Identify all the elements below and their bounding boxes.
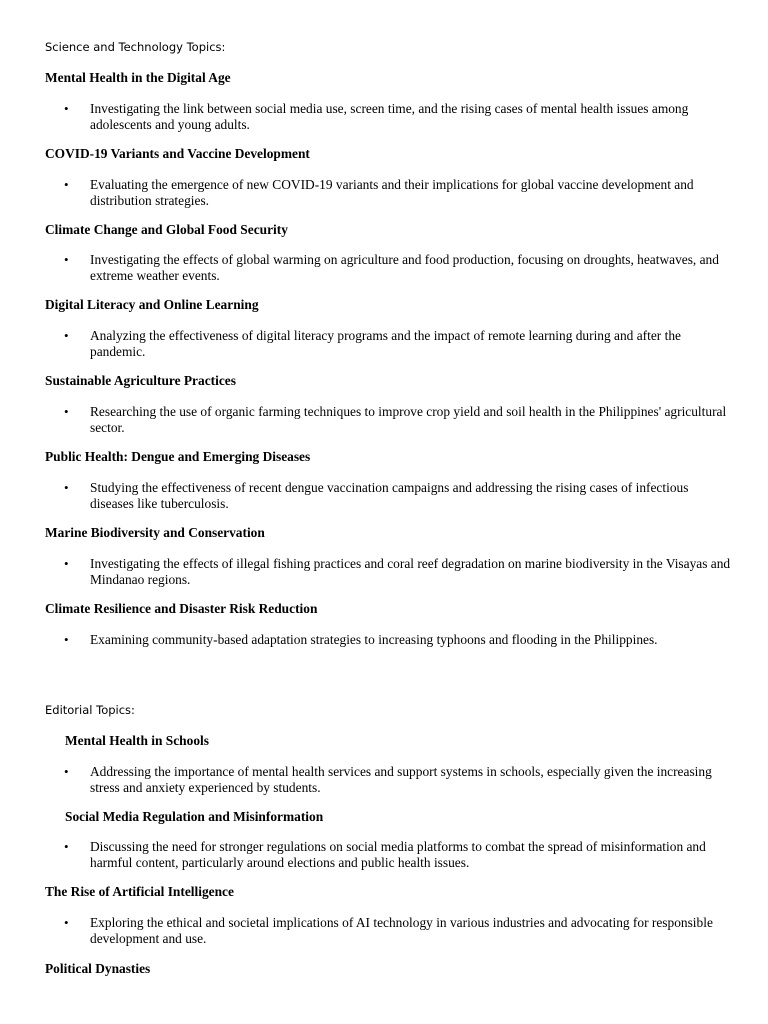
topic-heading: COVID-19 Variants and Vaccine Development [45,146,310,161]
science-section-label: Science and Technology Topics: [45,40,226,54]
topic-heading: Mental Health in the Digital Age [45,70,231,85]
topic-description: Discussing the need for stronger regulations on social media platforms to combat the spread of misinformation and harmful content, particularly around elections and public health issues. [90,839,706,870]
bullet-icon: • [64,764,69,779]
bullet-icon: • [64,632,69,647]
topic-bullet-item [64,101,734,132]
topic-heading: Digital Literacy and Online Learning [45,297,259,312]
topic-description: Investigating the effects of global warming on agriculture and food production, focusing on droughts, heatwaves, and extreme weather events. [90,252,719,283]
topic-description: Analyzing the effectiveness of digital literacy programs and the impact of remote learning during and after the pandemic. [90,328,681,359]
topic-heading: Climate Resilience and Disaster Risk Reduction [45,601,318,616]
topic-heading: Climate Change and Global Food Security [45,222,288,237]
topic-bullet-item [64,764,734,795]
topic-bullet-item [64,632,734,648]
bullet-icon: • [64,101,69,116]
topic-description: Exploring the ethical and societal implications of AI technology in various industries and advocating for responsible development and use. [90,915,713,946]
topic-description: Addressing the importance of mental health services and support systems in schools, especially given the increasing stress and anxiety experienced by students. [90,764,712,795]
topic-bullet-item [64,839,734,870]
bullet-icon: • [64,480,69,495]
topic-bullet-item [64,328,734,359]
topic-description: Examining community-based adaptation strategies to increasing typhoons and flooding in the Philippines. [90,632,658,647]
topic-heading: Sustainable Agriculture Practices [45,373,236,388]
editorial-section-label: Editorial Topics: [45,703,135,717]
bullet-icon: • [64,177,69,192]
bullet-icon: • [64,915,69,930]
topic-bullet-item [64,404,734,435]
topic-heading: Political Dynasties [45,961,151,976]
bullet-icon: • [64,328,69,343]
topic-bullet-item [64,480,734,511]
bullet-icon: • [64,252,69,267]
topic-bullet-item [64,252,734,283]
topic-description: Researching the use of organic farming techniques to improve crop yield and soil health in the Philippines' agricultural sector. [90,404,727,435]
topic-heading: Marine Biodiversity and Conservation [45,525,265,540]
topic-bullet-item [64,177,734,208]
topic-bullet-item [64,556,734,587]
topic-heading: Public Health: Dengue and Emerging Diseases [45,449,311,464]
bullet-icon: • [64,404,69,419]
bullet-icon: • [64,839,69,854]
topic-heading: Mental Health in Schools [65,733,209,748]
topic-bullet-item [64,915,734,946]
topic-heading: Social Media Regulation and Misinformation [65,809,324,824]
bullet-icon: • [64,556,69,571]
topic-description: Evaluating the emergence of new COVID-19 variants and their implications for global vaccine development and distribution strategies. [90,177,694,208]
topic-heading: The Rise of Artificial Intelligence [45,884,234,899]
topic-description: Investigating the link between social media use, screen time, and the rising cases of mental health issues among adolescents and young adults. [90,101,689,132]
topic-description: Investigating the effects of illegal fishing practices and coral reef degradation on marine biodiversity in the Visayas and Mindanao regions. [90,556,731,587]
topic-description: Studying the effectiveness of recent dengue vaccination campaigns and addressing the rising cases of infectious diseases like tuberculosis. [90,480,689,511]
